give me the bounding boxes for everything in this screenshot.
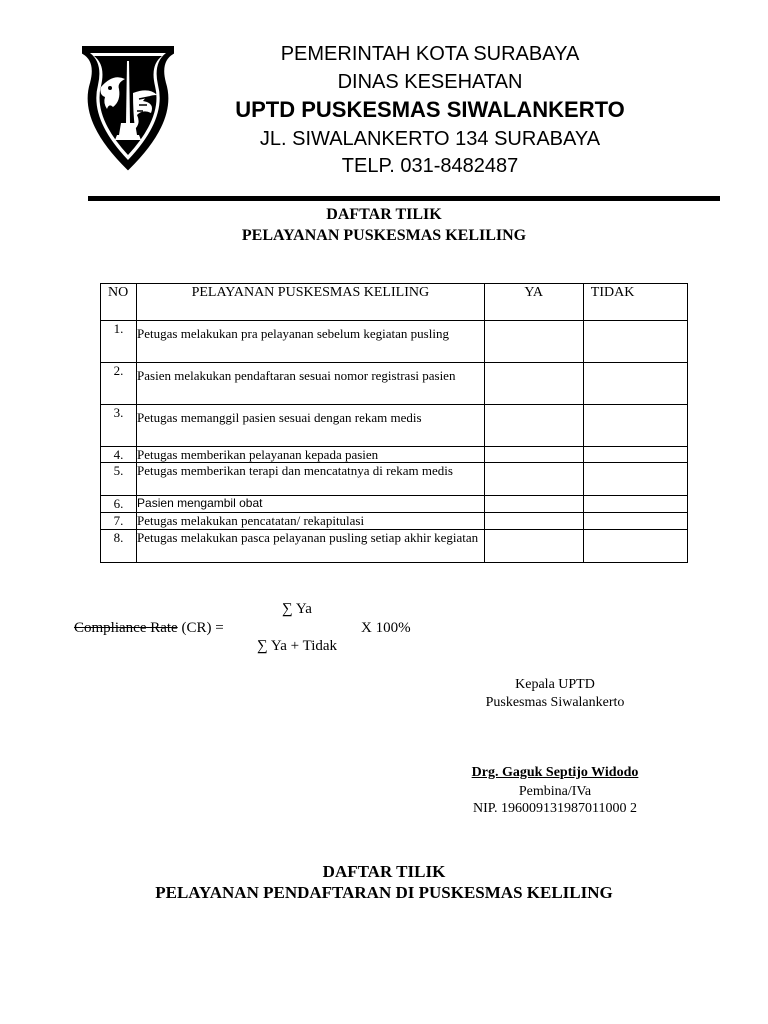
header-ya: YA [484,284,583,321]
row-number: 1. [101,321,137,363]
checklist-table [100,283,688,563]
next-section-title: DAFTAR TILIK [322,862,446,881]
formula-label-rest: (CR) = [177,620,224,636]
ya-checkbox-cell[interactable] [484,496,583,513]
row-number: 7. [101,513,137,530]
row-item: Petugas melakukan pencatatan/ rekapitulasi [137,513,485,530]
letterhead-address: JL. SIWALANKERTO 134 SURABAYA [259,128,601,150]
table-row [101,405,688,447]
table-row [101,463,688,496]
row-number: 8. [101,530,137,563]
tidak-checkbox-cell[interactable] [583,496,687,513]
row-item: Petugas memberikan pelayanan kepada pasien [137,447,485,463]
header-no: NO [101,284,137,321]
ya-checkbox-cell[interactable] [484,405,583,447]
row-item: Pasien melakukan pendaftaran sesuai nomor registrasi pasien [137,363,485,405]
letterhead-department: DINAS KESEHATAN [337,71,523,93]
signature-rank: Pembina/IVa [518,784,592,799]
row-number: 4. [101,447,137,463]
tidak-checkbox-cell[interactable] [583,363,687,405]
table-row [101,321,688,363]
row-item: Petugas melakukan pra pelayanan sebelum kegiatan pusling [137,321,485,363]
table-row [101,530,688,563]
row-number: 5. [101,463,137,496]
next-section-subtitle: PELAYANAN PENDAFTARAN DI PUSKESMAS KELILING [155,883,613,902]
row-number: 2. [101,363,137,405]
surabaya-city-emblem-icon [77,43,179,173]
ya-checkbox-cell[interactable] [484,513,583,530]
row-number: 6. [101,496,137,513]
document-subtitle: PELAYANAN PUSKESMAS KELILING [241,227,527,244]
tidak-checkbox-cell[interactable] [583,463,687,496]
header-tidak: TIDAK [583,284,687,321]
signature-institution: Puskesmas Siwalankerto [485,695,625,710]
letterhead-phone: TELP. 031-8482487 [341,155,519,177]
letterhead-divider [88,196,720,201]
row-item: Petugas memberikan terapi dan mencatatnya di rekam medis [137,463,485,496]
letterhead-government: PEMERINTAH KOTA SURABAYA [280,43,580,65]
ya-checkbox-cell[interactable] [484,363,583,405]
tidak-checkbox-cell[interactable] [583,530,687,563]
table-row [101,363,688,405]
ya-checkbox-cell[interactable] [484,447,583,463]
signature-position: Kepala UPTD [515,677,595,692]
formula-label [74,620,224,637]
signature-name: Drg. Gaguk Septijo Widodo [471,765,639,780]
tidak-checkbox-cell[interactable] [583,321,687,363]
row-item: Petugas melakukan pasca pelayanan pusling setiap akhir kegiatan [137,530,485,563]
formula-numerator: ∑ Ya [282,601,312,617]
ya-checkbox-cell[interactable] [484,463,583,496]
formula-multiplier: X 100% [361,620,411,636]
ya-checkbox-cell[interactable] [484,321,583,363]
letterhead-institution: UPTD PUSKESMAS SIWALANKERTO [235,97,625,122]
tidak-checkbox-cell[interactable] [583,447,687,463]
formula-denominator: ∑ Ya + Tidak [257,638,338,654]
tidak-checkbox-cell[interactable] [583,513,687,530]
tidak-checkbox-cell[interactable] [583,405,687,447]
table-row [101,496,688,513]
formula-label-struck: Compliance Rate [74,620,178,636]
table-row [101,447,688,463]
row-number: 3. [101,405,137,447]
header-item: PELAYANAN PUSKESMAS KELILING [137,284,485,321]
signature-nip: NIP. 196009131987011000 2 [473,801,637,816]
row-item: Petugas memanggil pasien sesuai dengan rekam medis [137,405,485,447]
row-item: Pasien mengambil obat [137,496,485,513]
document-title: DAFTAR TILIK [326,206,442,223]
table-row [101,513,688,530]
ya-checkbox-cell[interactable] [484,530,583,563]
table-header-row [101,284,688,321]
